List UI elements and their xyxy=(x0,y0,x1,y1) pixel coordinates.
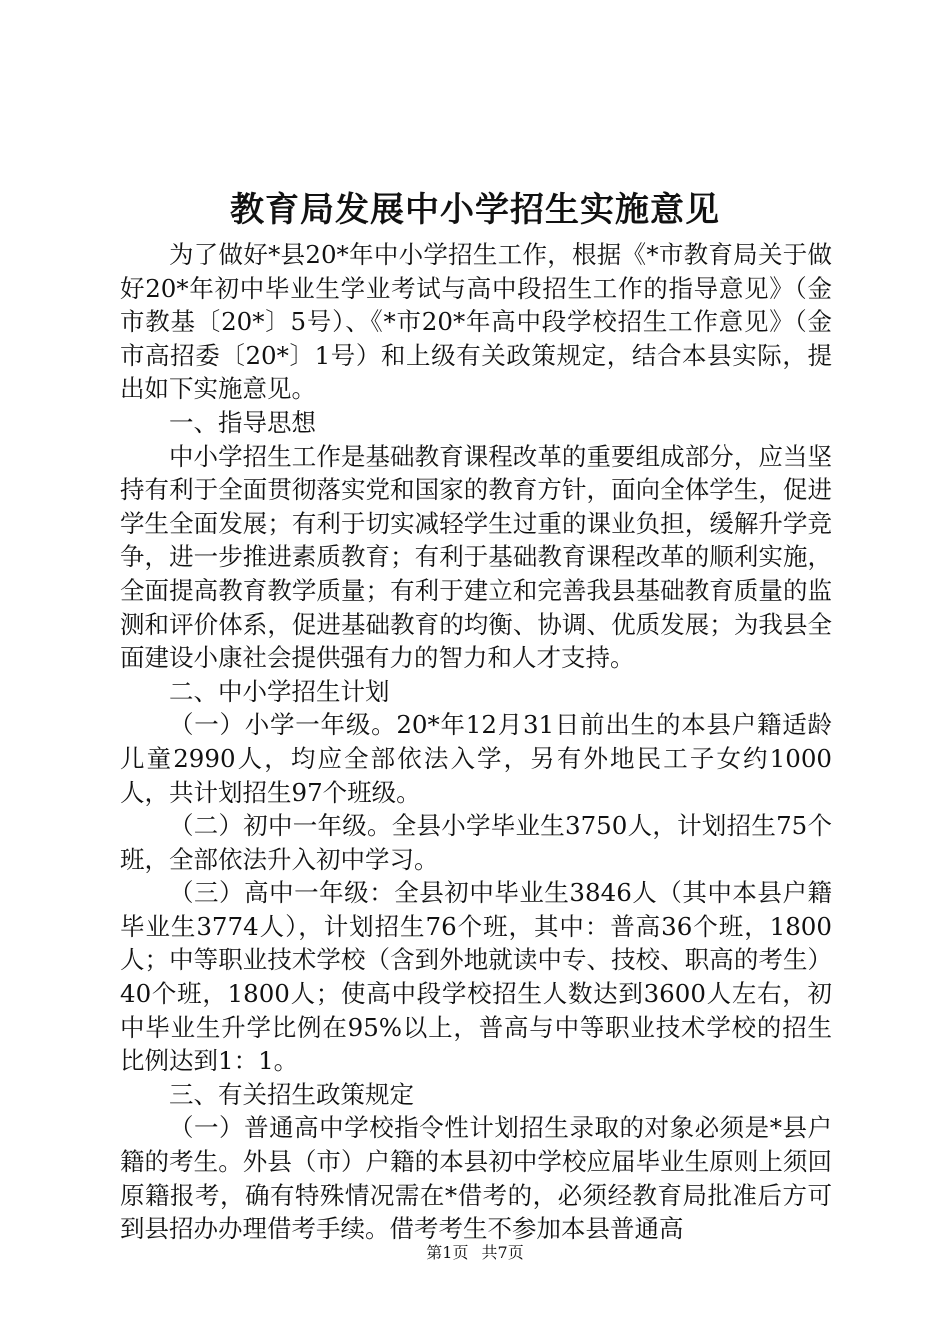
section-heading-policy: 三、有关招生政策规定 xyxy=(169,1079,414,1109)
guiding-thought-paragraph: 中小学招生工作是基础教育课程改革的重要组成部分，应当坚持有利于全面贯彻落实党和国家的教育方针，面向全体学生，促进学生全面发展；有利于切实减轻学生过重的课业负担，缓解升学竞争，进一步推进素质教育；有利于基础教育课程改革的顺利实施，全面提高教育教学质量；有利于建立和完善我县基础教育质量的监测和评价体系，促进基础教育的均衡、协调、优质发展；为我县全面建设小康社会提供强有力的智力和人才支持。 xyxy=(120,441,832,673)
policy-paragraph-one: （一）普通高中学校指令性计划招生录取的对象必须是*县户籍的考生。外县（市）户籍的本县初中学校应届毕业生原则上须回原籍报考，确有特殊情况需在*借考的，必须经教育局批准后方可到县招办办理借考手续。借考考生不参加本县普通高 xyxy=(120,1113,832,1244)
senior-grade-one-paragraph: （三）高中一年级：全县初中毕业生3846人（其中本县户籍毕业生3774人），计划招生76个班，其中：普高36个班，1800人；中等职业技术学校（含到外地就读中专、技校、职高的考生）40个班，1800人；使高中段学校招生人数达到3600人左右，初中毕业生升学比例在95%以上，普高与中等职业技术学校的招生比例达到1：1。 xyxy=(120,878,832,1076)
document-title: 教育局发展中小学招生实施意见 xyxy=(230,190,720,230)
primary-grade-one-paragraph: （一）小学一年级。20*年12月31日前出生的本县户籍适龄儿童2990人，均应全部依法入学，另有外地民工子女约1000人，共计划招生97个班级。 xyxy=(120,710,832,807)
page-footer xyxy=(0,1241,950,1265)
total-pages: 共7页 xyxy=(481,1243,524,1262)
document-body xyxy=(120,238,832,1246)
junior-grade-one-paragraph: （二）初中一年级。全县小学毕业生3750人，计划招生75个班，全部依法升入初中学习。 xyxy=(120,811,832,874)
section-heading-guiding-thought: 一、指导思想 xyxy=(169,407,316,437)
intro-paragraph: 为了做好*县20*年中小学招生工作，根据《*市教育局关于做好20*年初中毕业生学业考试与高中段招生工作的指导意见》（金市教基〔20*〕5号）、《*市20*年高中段学校招生工作意见》（金市高招委〔20*〕1号）和上级有关政策规定，结合本县实际，提出如下实施意见。 xyxy=(120,240,832,404)
page-number: 第1页 xyxy=(426,1243,469,1262)
section-heading-enrollment-plan: 二、中小学招生计划 xyxy=(169,676,390,706)
